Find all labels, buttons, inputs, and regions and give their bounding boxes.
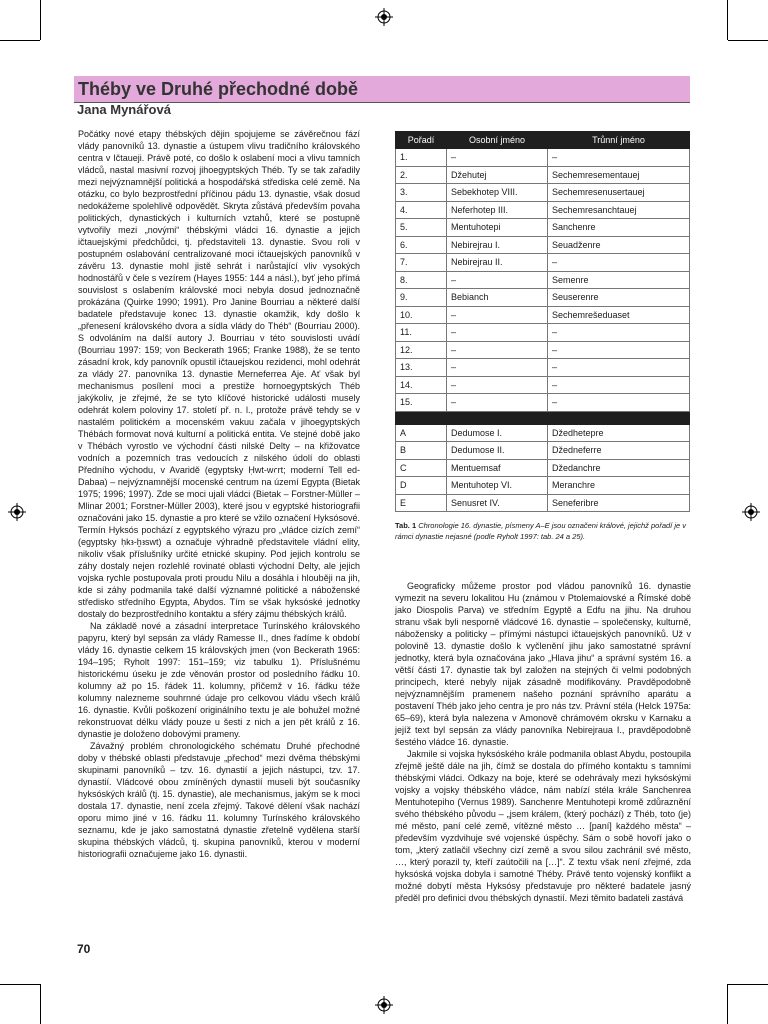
article-author: Jana Mynářová	[77, 102, 171, 117]
crop-mark	[0, 40, 40, 41]
table-row	[396, 424, 690, 442]
table-row	[396, 289, 690, 307]
cell-order: 3.	[396, 184, 447, 202]
cell-throne-name: Seneferibre	[548, 494, 690, 512]
cell-order: 15.	[396, 394, 447, 412]
cell-personal-name: –	[447, 359, 548, 377]
cell-personal-name: Dedumose II.	[447, 442, 548, 460]
left-column	[78, 128, 360, 860]
crop-mark	[40, 984, 41, 1024]
table-row	[396, 271, 690, 289]
cell-personal-name: Sebekhotep VIII.	[447, 184, 548, 202]
paragraph: Na základě nové a zásadní interpretace Turínského královského papyru, který byl sepsán za vlády Ramesse II., dnes řadíme k období vlády 16. dynastie celkem 15 královských jmen (von Beckerath 1965: 194–195; Ryholt 1997: 151–159; viz tabulku 1). Příslušnému historickému úseku je zde věnován prostor od posledního řádku 10. kolumny až po 15. řádek 11. kolumny, přičemž v 16. řádku téže kolumny nalezneme souhrnné údaje pro celkovou vládu všech králů 16. dynastie. Kvůli poškození originálního textu je ale bohužel možné rekonstruovat délku vlády pouze u šesti z nich a jen pět králů z 16. dynastie je doloženo dobovými prameny.	[78, 621, 360, 739]
cell-order: B	[396, 442, 447, 460]
paragraph: Geograficky můžeme prostor pod vládou panovníků 16. dynastie vymezit na severu lokalitou Hu (známou v Ptolemaiovské a Římské době jako Diospolis Parva) ve středním Egyptě a Edfu na jihu. Na druhou stranu však byli nesporně vládcové 16. dynastie – společensky, kulturně, nábožensky a politicky – přímými nástupci ičtauejských panovníků. Už v polovině 13. dynastie došlo k vyčlenění jihu jako samostatné správní jednotky, která byla označována jako „Hlava jihu“ a správní systém 16. a větší části 17. dynastie tak byl založen na stejných či velmi podobných principech, které nebyly nijak zásadně modifikovány. Pravděpodobně nejvýznamnějším pramenem našeho poznání správního aparátu a postavení Théb jako jeho centra je pro nás tzv. Právní stéla (Helck 1975a: 65–69), která byla nalezena v Amonově chrámovém okrsku v Karnaku a jejíž text byl sepsán za vlády panovníka Nebirejraua I., pravděpodobně šestého vládce 16. dynastie.	[395, 581, 691, 747]
crop-mark	[727, 984, 728, 1024]
cell-throne-name: Džedanchre	[548, 459, 690, 477]
crop-mark	[728, 984, 768, 985]
cell-personal-name: Dedumose I.	[447, 424, 548, 442]
cell-personal-name: –	[447, 271, 548, 289]
header-order: Pořadí	[396, 132, 447, 149]
cell-order: 11.	[396, 324, 447, 342]
table-separator	[396, 411, 690, 424]
right-column	[395, 580, 691, 904]
crop-mark	[727, 0, 728, 40]
paragraph: Počátky nové etapy thébských dějin spojujeme se závěrečnou fází vlády panovníků 13. dynastie a ústupem vlivu tradičního královského centra v Ičtaueji. Právě poté, co došlo k oslabení moci a vlivu tamních vládců, nastal masivní rozvoj jihoegyptských Théb. Ty se tak zařadily mezi nejvýznamnější politická a hospodářská střediska celé země. Na otázku, co bylo bezprostřední příčinou pádu 13. dynastie, však dosud nedokážeme spolehlivě odpovědět. Skryta zůstává především povaha politických, dynastických i kulturních vztahů, které se postupně vytvořily mezi „novými“ thébskými vládci 16. dynastie a jejich ičtauejskými předchůdci, tj. představiteli 13. dynastie. Svou roli v postupném oslabování centralizované moci ičtauejských panovníků v závěru 13. dynastie mohl jistě sehrát i narůstající vliv vysokých hodnostářů v čele s vezírem (Hayes 1955: 144 a násl.), byť jeho přímá souvislost s oslabením královské moci nebyla dosud jednoznačně prokázána (Quirke 1990; 1991). Pro Janine Bourriau a některé další badatele představuje konec 13. dynastie okamžik, kdy došlo k „přenesení královského dvora a sídla vlády do Théb“ (Bourriau 2000). S odvoláním na další autory J. Bourriau v této souvislosti uvádí (Bourriau 1997: 159; von Beckerath 1965; Franke 1988), že se tento zásadní krok, kdy panovník opustil ičtauejskou rezidenci, mohl odehrát za vlády 27. panovníka 13. dynastie Merneferrea Aje. Ať však byl mechanismus posílení moci a prestiže hornoegyptských Théb jakýkoliv, je zřejmé, že se tyto klíčové historické události musely odehrát kolem poloviny 17. století př. n. l., protože právě tehdy se v nastalém politickém a mocenském vakuu začala v jihoegyptských Thébách formovat nová kulturní a politická entita. Ve stejné době jako v Thébách vyrostlo ve východní části nilské Delty – na křižovatce vodních a pozemních tras vedoucích z nilského údolí do oblasti Předního východu, v Avaridě (egyptsky Ḥwt-wꜥrt; moderní Tell ed-Dabaa) – nejvýznamnější mocenské centrum na území Egypta (Bietak 1975; 1996; 1997). Zde se moci ujali vládci (Bietak – Forstner-Müller – Mlinar 2001; Forstner-Müller 2003), které jsou v egyptské historiografii označováni jako 15. dynastie a pro které se vžilo označení Hyksósové. Termín Hyksós pochází z egyptského výrazu pro „vládce cizích zemí“ (egyptsky ḥkꜣ-ḫꜣswt) a označuje výhradně představitele vládní elity, nikoliv však příslušníky určité etnické skupiny. Pod jejich kontrolu se záhy dostaly nejen rozlehlé rovinaté oblasti východní Delty, ale jejich vojska rychle postupovala proti proudu Nilu a dosáhla i hlouběji na jih, kde si záhy podmanila také další významné politické a náboženské středisko středního Egypta, Abydos. Tím se však hyksóské jednotky dostaly do bezprostředního kontaktu a sféry zájmu thébských králů.	[78, 129, 360, 619]
cell-order: 2.	[396, 166, 447, 184]
title-banner	[74, 76, 690, 102]
cell-personal-name: Mentuhotep VI.	[447, 477, 548, 495]
cell-order: 8.	[396, 271, 447, 289]
cell-personal-name: Nebirejrau I.	[447, 236, 548, 254]
cell-throne-name: –	[548, 359, 690, 377]
table-row	[396, 236, 690, 254]
cell-throne-name: Seuserenre	[548, 289, 690, 307]
cell-personal-name: –	[447, 149, 548, 167]
cell-throne-name: –	[548, 324, 690, 342]
cell-order: 5.	[396, 219, 447, 237]
page-number: 70	[77, 942, 91, 956]
cell-personal-name: Mentuemsaf	[447, 459, 548, 477]
table-row	[396, 219, 690, 237]
table-row	[396, 166, 690, 184]
cell-personal-name: –	[447, 341, 548, 359]
header-personal-name: Osobní jméno	[447, 132, 548, 149]
cell-order: 4.	[396, 201, 447, 219]
table-row	[396, 477, 690, 495]
registration-mark-right	[742, 503, 760, 521]
table-row	[396, 459, 690, 477]
cell-personal-name: Bebianch	[447, 289, 548, 307]
caption-text: Chronologie 16. dynastie, písmeny A–E jsou označeni králové, jejichž pořadí je v rámci dynastie nejasné (podle Ryholt 1997: tab. 24 a 25).	[395, 521, 687, 541]
cell-order: D	[396, 477, 447, 495]
cell-throne-name: Džedhetepre	[548, 424, 690, 442]
crop-mark	[40, 0, 41, 40]
table-row	[396, 341, 690, 359]
article-title: Théby ve Druhé přechodné době	[78, 79, 359, 99]
table-caption	[395, 520, 690, 542]
cell-personal-name: –	[447, 394, 548, 412]
cell-personal-name: –	[447, 306, 548, 324]
cell-order: E	[396, 494, 447, 512]
table-row	[396, 376, 690, 394]
cell-throne-name: Sechemresanchtauej	[548, 201, 690, 219]
caption-label: Tab. 1	[395, 521, 417, 530]
table-header-row	[396, 132, 690, 149]
cell-throne-name: Džedneferre	[548, 442, 690, 460]
crop-mark	[0, 984, 40, 985]
cell-personal-name: Neferhotep III.	[447, 201, 548, 219]
table-row	[396, 442, 690, 460]
table-row	[396, 324, 690, 342]
cell-personal-name: Mentuhotepi	[447, 219, 548, 237]
cell-order: 7.	[396, 254, 447, 272]
cell-throne-name: Sanchenre	[548, 219, 690, 237]
cell-throne-name: Seuadženre	[548, 236, 690, 254]
table-row	[396, 254, 690, 272]
crop-mark	[728, 40, 768, 41]
cell-throne-name: –	[548, 341, 690, 359]
registration-mark-top	[375, 8, 393, 26]
cell-order: 9.	[396, 289, 447, 307]
table-row	[396, 359, 690, 377]
paragraph: Jakmile si vojska hyksóského krále podmanila oblast Abydu, postoupila zřejmě ještě dále na jih, čímž se dostala do přímého kontaktu s tamními thébskými vládci. Odkazy na boje, které se odehrávaly mezi hyksóskými vojsky a vojsky thébského vládce, nám nabízí stéla krále Sanchenrea Mentuhotepiho (Vernus 1989). Sanchenre Mentuhotepi kromě zdůraznění svého thébského původu – „jsem králem, (který pochází) z Théb, toto (je) mé město, paní celé země, vítězné město … [paní] každého města“ – především vyzdvihuje své vojenské úspěchy. Sám o sobě hovoří jako o tom, „který zatlačil všechny cizí země a svou silou zachránil své město, …, který porazil ty, kteří zaútočili na […]“. Z textu však není zřejmé, zda hyksóská vojska dobyla i samotné Théby. Právě tento vojenský konflikt a možné dobytí města Hyksósy představuje pro některé badatele jasný předěl pro definici dvou thébských dynastií. Mezi těmito badateli zastává	[395, 749, 691, 903]
cell-order: 10.	[396, 306, 447, 324]
cell-order: C	[396, 459, 447, 477]
cell-throne-name: Sechemrešeduaset	[548, 306, 690, 324]
cell-throne-name: Meranchre	[548, 477, 690, 495]
cell-order: 6.	[396, 236, 447, 254]
cell-personal-name: –	[447, 324, 548, 342]
table-row	[396, 149, 690, 167]
cell-throne-name: Sechemresementauej	[548, 166, 690, 184]
cell-throne-name: Semenre	[548, 271, 690, 289]
registration-mark-left	[8, 503, 26, 521]
cell-throne-name: –	[548, 254, 690, 272]
table-row	[396, 184, 690, 202]
registration-mark-bottom	[375, 996, 393, 1014]
cell-order: 1.	[396, 149, 447, 167]
cell-order: A	[396, 424, 447, 442]
header-throne-name: Trůnní jméno	[548, 132, 690, 149]
cell-order: 12.	[396, 341, 447, 359]
cell-throne-name: –	[548, 394, 690, 412]
cell-personal-name: –	[447, 376, 548, 394]
cell-personal-name: Senusret IV.	[447, 494, 548, 512]
table-row	[396, 201, 690, 219]
cell-throne-name: Sechemresenusertauej	[548, 184, 690, 202]
cell-personal-name: Džehutej	[447, 166, 548, 184]
paragraph: Závažný problém chronologického schématu Druhé přechodné doby v thébské oblasti představuje „přechod“ mezi dvěma thébskými skupinami panovníků – tzv. 16. dynastií a jejich nástupci, tzv. 17. dynastií. Vládcové obou zmíněných dynastií museli být současníky hyksóských králů (tj. 15. dynastie), ale mechanismus, jakým se k moci dostala 17. dynastie, není zcela zřejmý. Takové dělení však nachází oporu mimo jiné v 16. řádku 11. kolumny Turínského královského seznamu, kde je jako samostatná dynastie zřetelně vydělena starší skupina thébských vládců, tj. skupina panovníků, kterou v moderní historiografii označujeme jako 16. dynastii.	[78, 741, 360, 859]
cell-throne-name: –	[548, 376, 690, 394]
chronology-table	[395, 131, 690, 512]
cell-personal-name: Nebirejrau II.	[447, 254, 548, 272]
cell-order: 13.	[396, 359, 447, 377]
cell-throne-name: –	[548, 149, 690, 167]
table-row	[396, 394, 690, 412]
table-row	[396, 494, 690, 512]
table-row	[396, 306, 690, 324]
cell-order: 14.	[396, 376, 447, 394]
